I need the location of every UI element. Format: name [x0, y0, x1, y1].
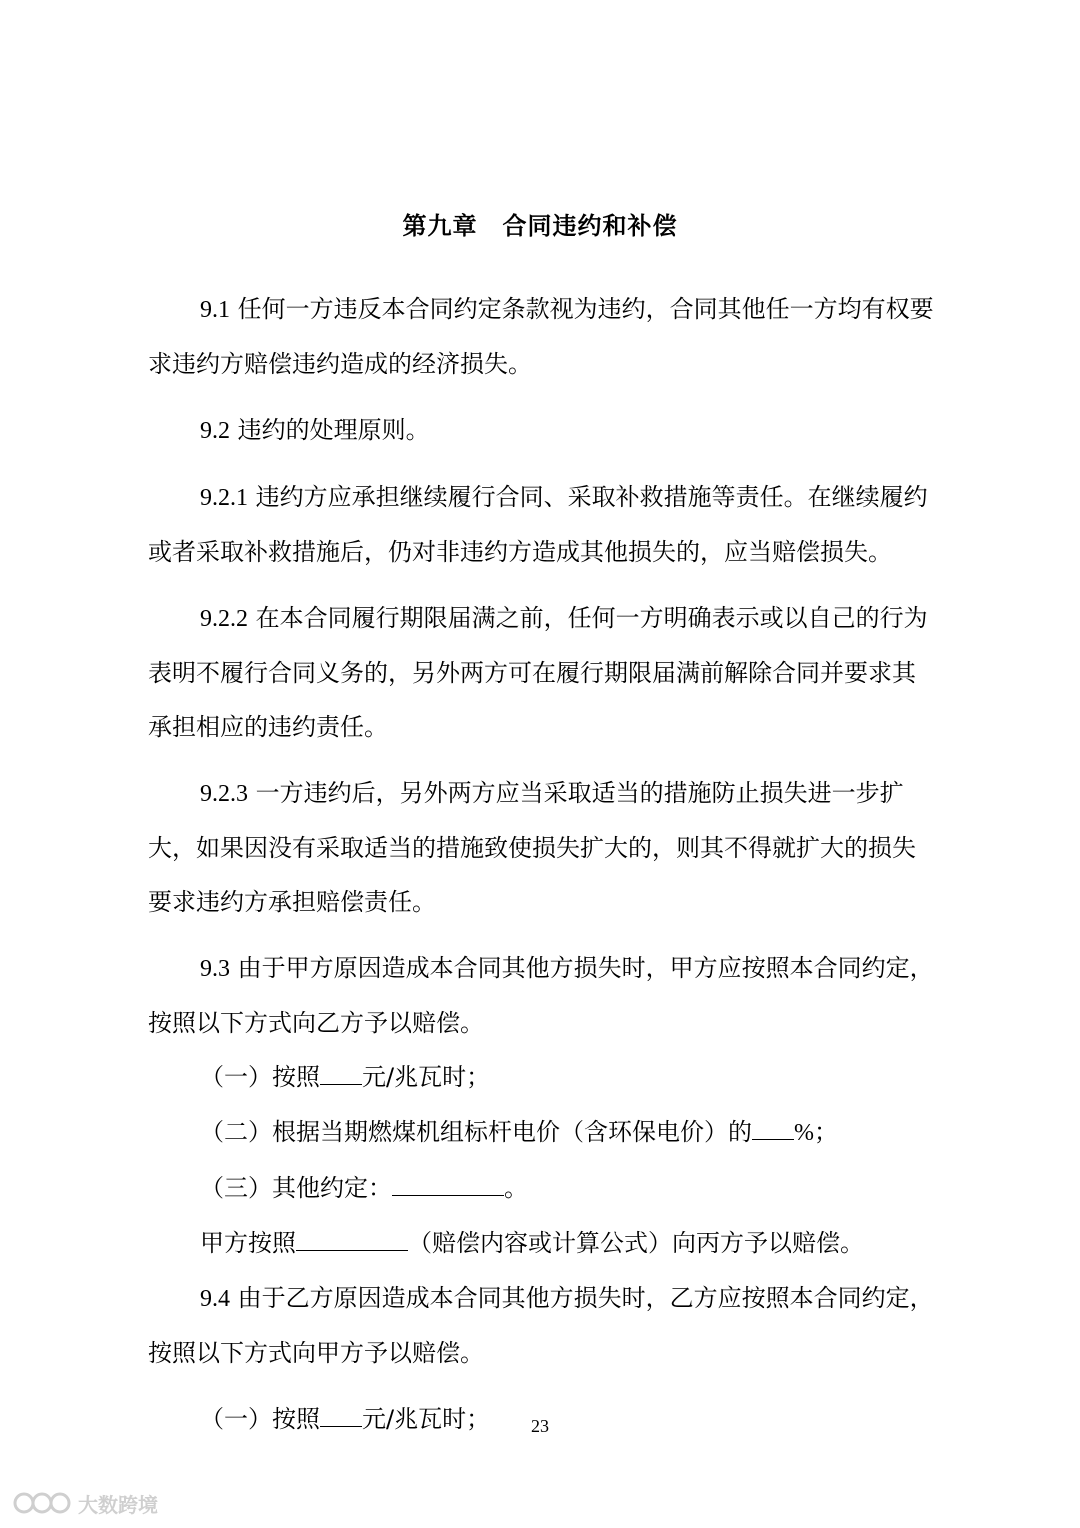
clause-9-2-3 — [148, 766, 934, 929]
watermark-logo-icon — [12, 1488, 72, 1518]
clause-9-1 — [148, 282, 934, 391]
clause-text: 一方违约后，另外两方应当采取适当的措施防止损失进一步扩大，如果因没有采取适当的措施致使损失扩大的，则其不得就扩大的损失要求违约方承担赔偿责任。 — [148, 779, 916, 916]
clause-number: 9.1 — [200, 297, 230, 323]
watermark — [12, 1488, 158, 1518]
clause-text: 由于甲方原因造成本合同其他方损失时，甲方应按照本合同约定，按照以下方式向乙方予以赔偿。 — [148, 954, 934, 1037]
clause-number: 9.2.2 — [200, 606, 248, 632]
item-prefix: （三）其他约定： — [200, 1174, 392, 1202]
document-body — [148, 282, 934, 1447]
clause-number: 9.2.3 — [200, 781, 248, 807]
clause-9-3-item-2 — [148, 1105, 934, 1161]
item-suffix: %； — [794, 1120, 838, 1146]
item-prefix: 甲方按照 — [200, 1229, 296, 1257]
clause-text: 由于乙方原因造成本合同其他方损失时，乙方应按照本合同约定，按照以下方式向甲方予以赔偿。 — [148, 1284, 934, 1367]
clause-number: 9.4 — [200, 1286, 230, 1312]
clause-9-2 — [148, 403, 934, 458]
clause-9-3 — [148, 941, 934, 1050]
chapter-title: 第九章 合同违约和补偿 — [402, 212, 678, 240]
clause-text: 违约方应承担继续履行合同、采取补救措施等责任。在继续履约或者采取补救措施后，仍对非违约方造成其他损失的，应当赔偿损失。 — [148, 483, 928, 566]
clause-text: 违约的处理原则。 — [237, 416, 430, 444]
watermark-text: 大数跨境 — [78, 1492, 158, 1517]
fill-blank — [392, 1175, 504, 1196]
clause-number: 9.3 — [200, 956, 230, 982]
clause-9-3-item-1 — [148, 1050, 934, 1105]
clause-9-4 — [148, 1271, 934, 1380]
clause-9-3-extra — [148, 1216, 934, 1271]
item-prefix: （一）按照 — [200, 1405, 320, 1433]
fill-blank — [320, 1064, 362, 1085]
item-suffix: 元/兆瓦时； — [362, 1063, 491, 1091]
fill-blank — [296, 1230, 408, 1251]
clause-9-2-2 — [148, 591, 934, 754]
item-suffix: （赔偿内容或计算公式）向丙方予以赔偿。 — [408, 1229, 864, 1257]
fill-blank — [752, 1119, 794, 1140]
clause-text: 在本合同履行期限届满之前，任何一方明确表示或以自己的行为表明不履行合同义务的，另外两方可在履行期限届满前解除合同并要求其承担相应的违约责任。 — [148, 604, 928, 741]
item-suffix: 。 — [504, 1174, 528, 1202]
item-prefix: （二）根据当期燃煤机组标杆电价（含环保电价）的 — [200, 1118, 752, 1146]
clause-text: 任何一方违反本合同约定条款视为违约，合同其他任一方均有权要求违约方赔偿违约造成的经济损失。 — [148, 295, 934, 378]
clause-number: 9.2 — [200, 418, 230, 444]
clause-9-3-item-3 — [148, 1161, 934, 1216]
clause-number: 9.2.1 — [200, 485, 248, 511]
item-prefix: （一）按照 — [200, 1063, 320, 1091]
item-suffix: 元/兆瓦时； — [362, 1405, 491, 1433]
clause-9-2-1 — [148, 470, 934, 579]
page-number: 23 — [531, 1416, 549, 1436]
